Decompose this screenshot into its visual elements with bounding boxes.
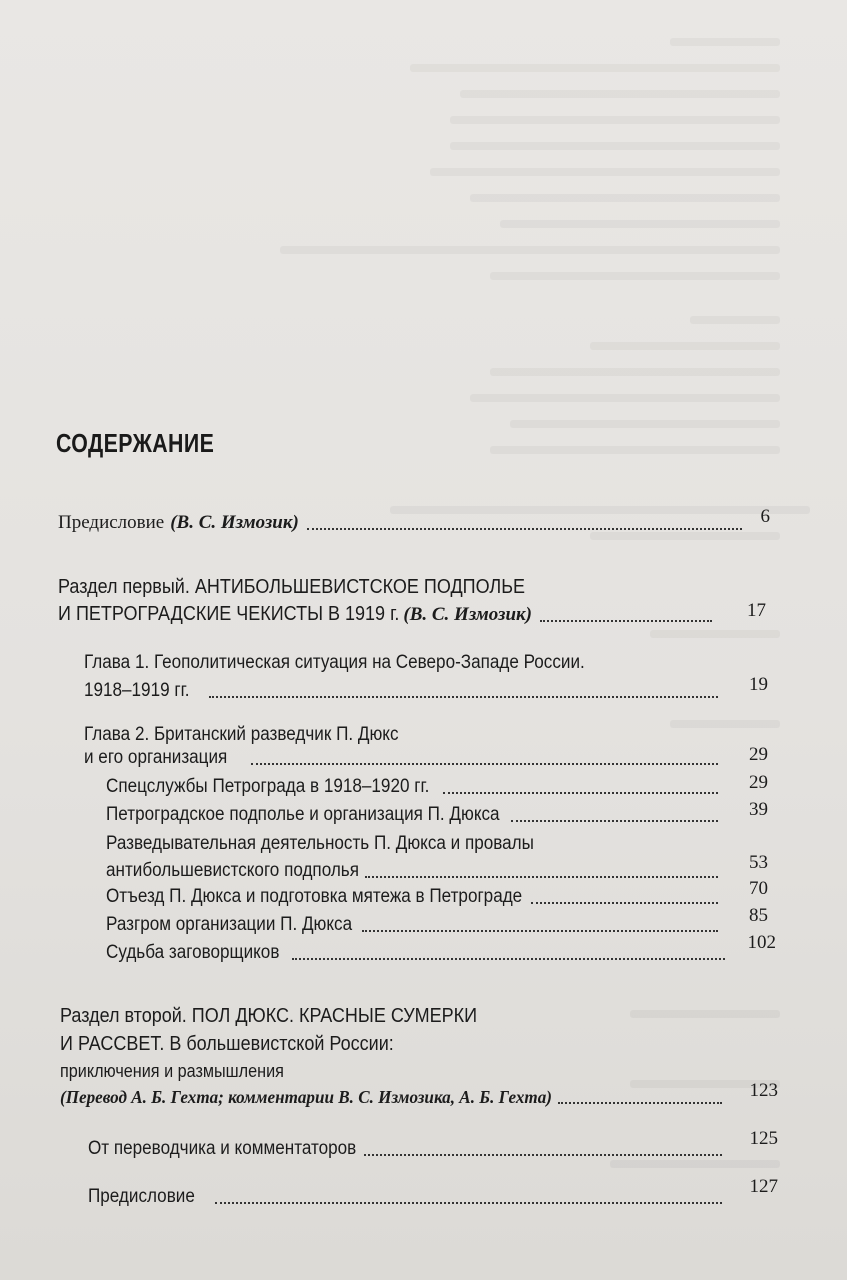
- chapter-2-title-line2: и его организация: [84, 747, 228, 768]
- toc-entry-translators: [88, 1136, 728, 1162]
- page-number: 29: [749, 772, 768, 793]
- page-title: СОДЕРЖАНИЕ: [56, 428, 215, 458]
- entry-label: От переводчика и комментаторов: [88, 1138, 357, 1159]
- subsection-3-label-line2: антибольшевистского подполья: [106, 860, 359, 881]
- toc-entry-subsection-5: [106, 912, 724, 938]
- section-2-title-line3: приключения и размышления: [60, 1061, 284, 1081]
- page-number: 123: [749, 1080, 778, 1101]
- dot-leader: [364, 1140, 722, 1156]
- subsection-3-label-line1: Разведывательная деятельность П. Дюкса и провалы: [106, 833, 534, 854]
- page-number: 39: [749, 799, 768, 820]
- page-number: 6: [760, 506, 770, 527]
- entry-author: (В. С. Измозик): [170, 512, 299, 533]
- dot-leader: [251, 749, 718, 765]
- toc-entry-subsection-6: [106, 940, 731, 966]
- page-number: 127: [749, 1176, 778, 1197]
- page-number: 85: [749, 905, 768, 926]
- dot-leader: [209, 682, 718, 698]
- page-number: 70: [749, 878, 768, 899]
- dot-leader: [362, 916, 718, 932]
- page-number: 102: [747, 932, 776, 953]
- dot-leader: [511, 806, 718, 822]
- toc-entry-subsection-2: [106, 802, 724, 828]
- dot-leader: [443, 778, 718, 794]
- section-1-title-line2: И ПЕТРОГРАДСКИЕ ЧЕКИСТЫ В 1919 г.: [58, 603, 400, 625]
- page-number: 53: [749, 852, 768, 873]
- section-2-title-line1: Раздел второй. ПОЛ ДЮКС. КРАСНЫЕ СУМЕРКИ: [60, 1005, 478, 1027]
- chapter-1-title-line1: Глава 1. Геополитическая ситуация на Северо-Западе России.: [84, 652, 585, 673]
- chapter-1-title-line2: 1918–1919 гг.: [84, 680, 190, 701]
- dot-leader: [365, 862, 718, 878]
- dot-leader: [558, 1088, 722, 1104]
- toc-entry-subsection-4: [106, 884, 724, 910]
- section-2-title-line2: И РАССВЕТ. В большевистской России:: [60, 1033, 394, 1055]
- dot-leader: [531, 888, 718, 904]
- entry-author: (Перевод А. Б. Гехта; комментарии В. С. Измозика, А. Б. Гехта): [60, 1087, 552, 1107]
- dot-leader: [540, 606, 712, 622]
- chapter-2-title-line1: Глава 2. Британский разведчик П. Дюкс: [84, 724, 399, 745]
- subsection-label: Спецслужбы Петрограда в 1918–1920 гг.: [106, 776, 430, 797]
- toc-entry-subsection-1: [106, 774, 724, 800]
- toc-entry-section-2: [60, 1084, 728, 1110]
- page-number: 19: [749, 674, 768, 695]
- subsection-label: Петроградское подполье и организация П. Дюкса: [106, 804, 500, 825]
- page-number: 29: [749, 744, 768, 765]
- toc-entry-preface-2: [88, 1184, 728, 1210]
- section-1-title-line1: Раздел первый. АНТИБОЛЬШЕВИСТСКОЕ ПОДПОЛЬЕ: [58, 576, 526, 598]
- subsection-label: Судьба заговорщиков: [106, 942, 280, 963]
- toc-entry-chapter-1: [84, 678, 724, 704]
- entry-author: (В. С. Измозик): [403, 604, 532, 625]
- toc-entry-subsection-3: [106, 858, 724, 884]
- subsection-label: Отъезд П. Дюкса и подготовка мятежа в Петрограде: [106, 886, 523, 907]
- page-number: 17: [747, 600, 766, 621]
- entry-label: Предисловие: [58, 512, 165, 533]
- page-number: 125: [749, 1128, 778, 1149]
- entry-label: Предисловие: [88, 1186, 195, 1207]
- toc-entry-preface: [58, 510, 748, 536]
- toc-entry-chapter-2: [84, 745, 724, 771]
- dot-leader: [292, 944, 725, 960]
- toc-entry-section-1: [58, 601, 718, 628]
- dot-leader: [307, 514, 742, 530]
- dot-leader: [215, 1188, 722, 1204]
- subsection-label: Разгром организации П. Дюкса: [106, 914, 353, 935]
